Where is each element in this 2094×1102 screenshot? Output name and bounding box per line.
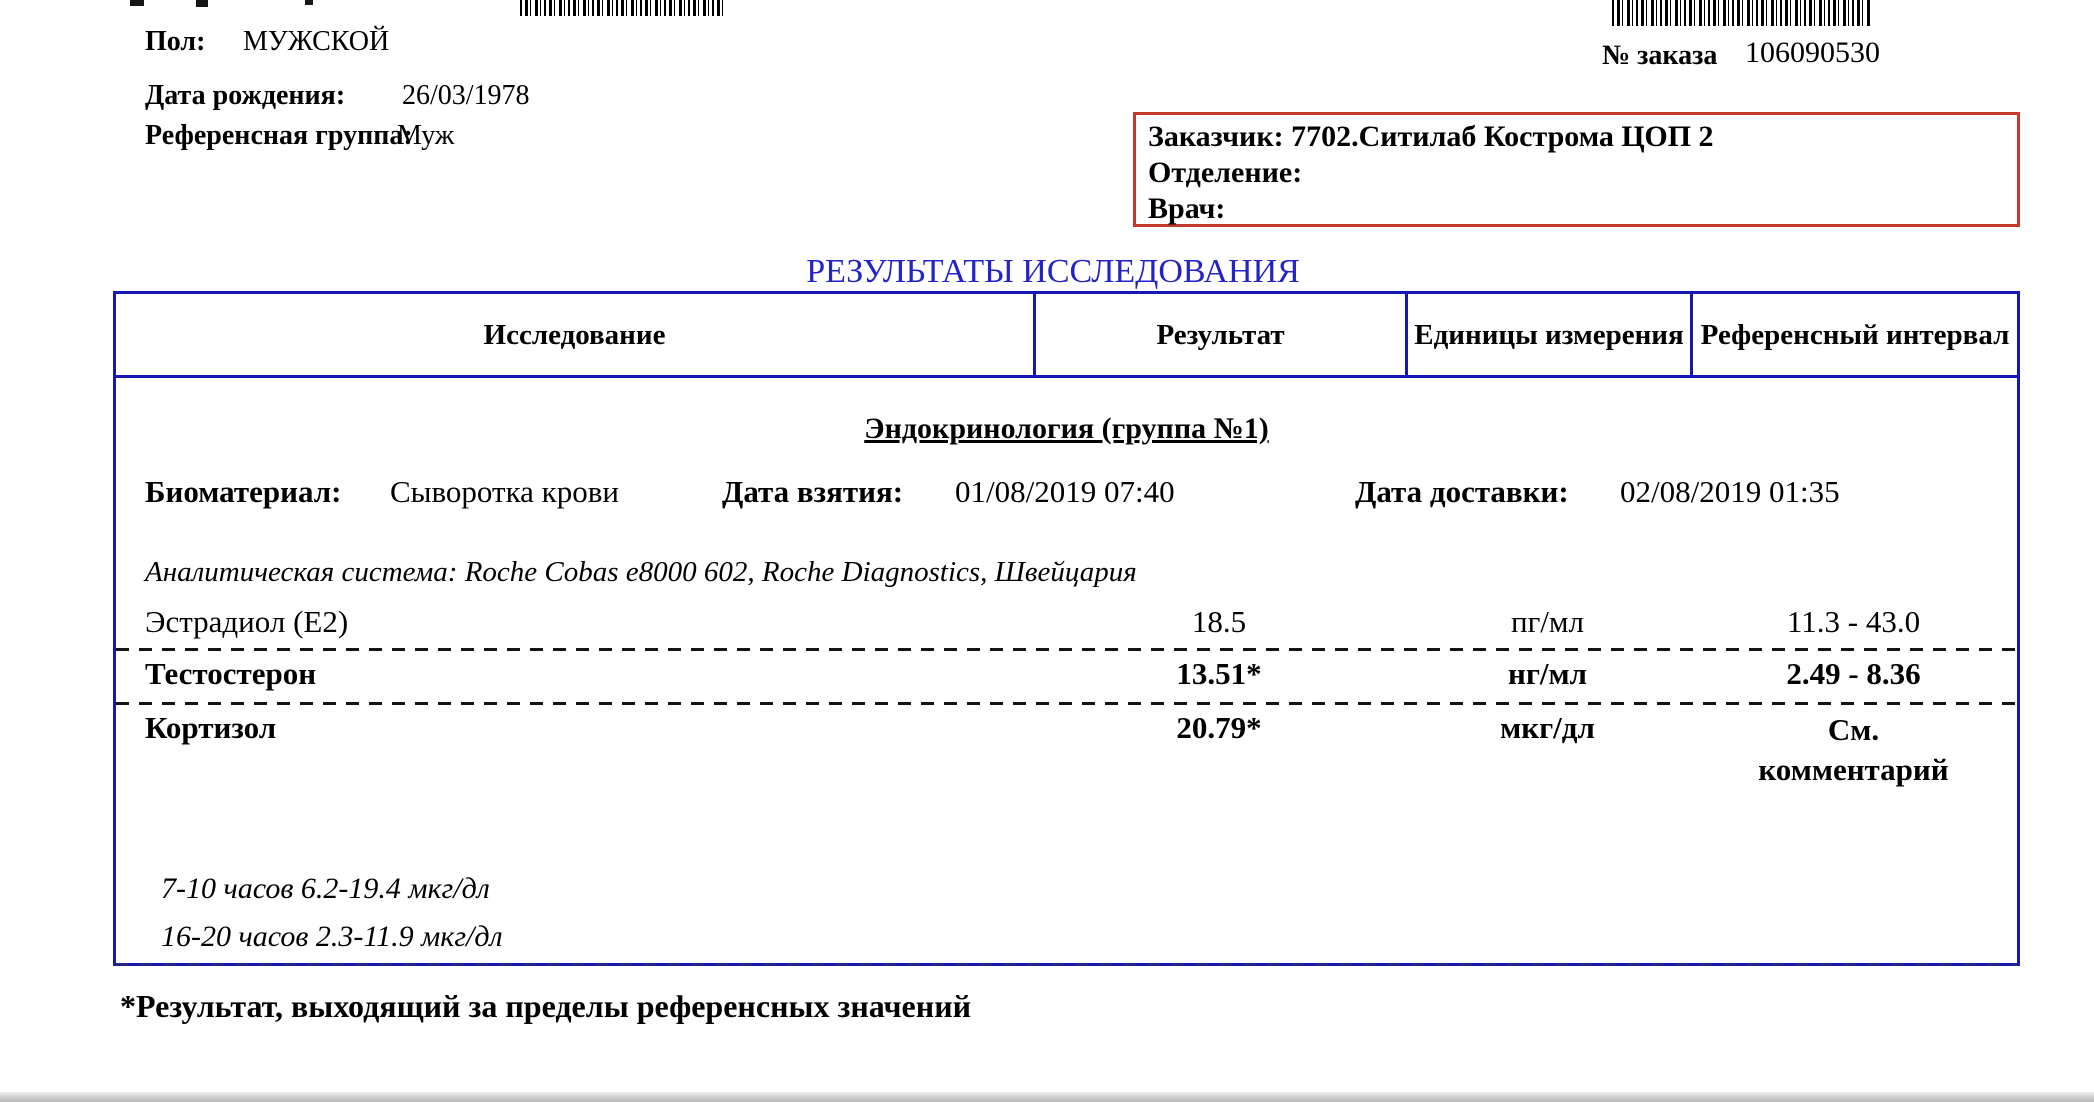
cutoff-text-fragment — [130, 0, 144, 6]
cortisol-comment-line: 7-10 часов 6.2-19.4 мкг/дл — [161, 872, 490, 905]
test-name: Эстрадиол (Е2) — [145, 604, 349, 639]
customer-line: Заказчик: 7702.Ситилаб Кострома ЦОП 2 — [1148, 120, 1714, 153]
table-row — [116, 656, 2017, 692]
test-name: Тестостерон — [145, 656, 317, 691]
column-header-result: Результат — [1036, 294, 1408, 375]
collection-date-value: 01/08/2019 07:40 — [955, 474, 1175, 509]
results-table — [113, 291, 2020, 966]
biomaterial-label: Биоматериал: — [145, 474, 342, 509]
test-result: 18.5 — [1191, 604, 1247, 639]
cortisol-comment-line: 16-20 часов 2.3-11.9 мкг/дл — [161, 920, 503, 953]
table-row — [116, 710, 2017, 790]
cutoff-text-fragment — [305, 0, 313, 5]
test-result: 20.79* — [1176, 710, 1262, 745]
out-of-range-footnote: *Результат, выходящий за пределы референсных значений — [120, 988, 972, 1024]
delivery-date-value: 02/08/2019 01:35 — [1620, 474, 1840, 509]
column-header-units: Единицы измерения — [1408, 294, 1693, 375]
cutoff-text-fragment — [196, 0, 208, 7]
page-bottom-bar — [0, 1092, 2094, 1102]
row-divider — [116, 648, 2017, 651]
group-title: Эндокринология (группа №1) — [864, 412, 1269, 445]
test-reference: 2.49 - 8.36 — [1786, 656, 1921, 691]
collection-date-label: Дата взятия: — [722, 474, 904, 509]
doctor-line: Врач: — [1148, 192, 1226, 225]
column-header-test: Исследование — [116, 294, 1036, 375]
customer-box — [1133, 112, 2020, 227]
sex-value: МУЖСКОЙ — [243, 26, 390, 57]
order-number-label: № заказа — [1602, 40, 1718, 71]
order-barcode-icon — [1612, 0, 1872, 26]
reference-group-label: Референсная группа: — [145, 120, 413, 151]
column-header-reference: Референсный интервал — [1700, 318, 2010, 351]
test-name: Кортизол — [145, 710, 277, 745]
order-number-value: 106090530 — [1745, 36, 1880, 69]
birth-date-value: 26/03/1978 — [402, 80, 530, 111]
test-units: мкг/дл — [1500, 710, 1595, 745]
analytic-system-line: Аналитическая система: Roche Cobas e8000 602, Roche Diagnostics, Швейцария — [145, 556, 1137, 588]
test-reference: 11.3 - 43.0 — [1786, 604, 1921, 639]
row-divider — [116, 702, 2017, 705]
birth-date-label: Дата рождения: — [145, 80, 346, 111]
delivery-date-label: Дата доставки: — [1355, 474, 1569, 509]
test-reference: См. комментарий — [1758, 712, 1949, 787]
biomaterial-value: Сыворотка крови — [390, 474, 619, 509]
barcode-icon — [520, 0, 725, 16]
table-row — [116, 604, 2017, 640]
sex-label: Пол: — [145, 26, 206, 57]
test-result: 13.51* — [1176, 656, 1262, 691]
test-units: нг/мл — [1507, 656, 1588, 691]
results-title: РЕЗУЛЬТАТЫ ИССЛЕДОВАНИЯ — [806, 253, 1300, 290]
reference-group-value: Муж — [397, 120, 455, 151]
department-line: Отделение: — [1148, 156, 1303, 189]
table-header-row — [116, 294, 2017, 378]
test-units: пг/мл — [1510, 604, 1584, 639]
biomaterial-line — [116, 474, 2017, 514]
table-bottom-divider — [115, 963, 2018, 966]
